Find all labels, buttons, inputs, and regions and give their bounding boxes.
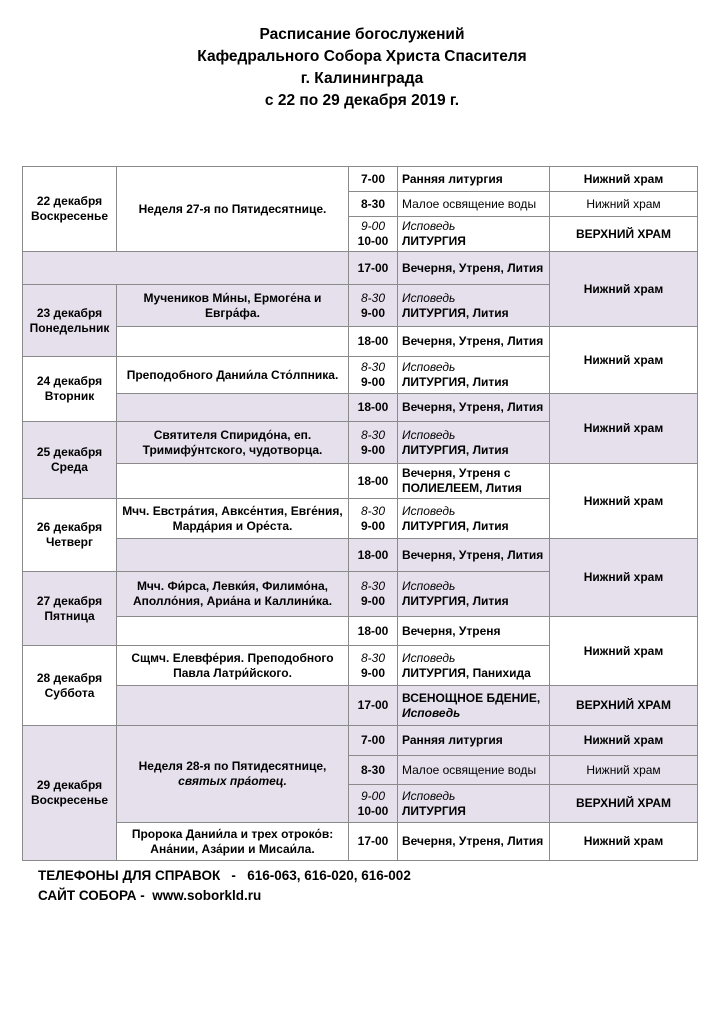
- time-cell: 8-30 9-00: [349, 572, 398, 617]
- time-cell: 18-00: [349, 394, 398, 422]
- place-cell: Нижний храм: [550, 823, 698, 861]
- day-cell: 27 декабря Пятница: [23, 572, 117, 646]
- time-cell: 8-30 9-00: [349, 285, 398, 327]
- phone-numbers: 616-063, 616-020, 616-002: [247, 868, 411, 883]
- place-cell: ВЕРХНИЙ ХРАМ: [550, 686, 698, 726]
- place-cell: Нижний храм: [550, 192, 698, 217]
- empty-cell: [117, 539, 349, 572]
- empty-cell: [23, 252, 349, 285]
- service-cell: Вечерня, Утреня: [398, 617, 550, 646]
- feast-cell: Неделя 28-я по Пятидесятнице, святых пра́отец.: [117, 726, 349, 823]
- service-cell: Ранняя литургия: [398, 726, 550, 756]
- day-cell: 29 декабря Воскресенье: [23, 726, 117, 861]
- empty-cell: [117, 686, 349, 726]
- service-cell: Вечерня, Утреня с ПОЛИЕЛЕЕМ, Лития: [398, 464, 550, 499]
- day-cell: 22 декабря Воскресенье: [23, 167, 117, 252]
- place-cell: Нижний храм: [550, 394, 698, 464]
- service-cell: Малое освящение воды: [398, 192, 550, 217]
- time-cell: 8-30: [349, 756, 398, 785]
- service-cell: Исповедь ЛИТУРГИЯ, Лития: [398, 422, 550, 464]
- time-cell: 18-00: [349, 464, 398, 499]
- contacts-footer: [38, 866, 411, 906]
- table-row: [23, 539, 698, 572]
- place-cell: Нижний храм: [550, 327, 698, 394]
- time-cell: 8-30 9-00: [349, 422, 398, 464]
- empty-cell: [117, 327, 349, 357]
- service-cell: Исповедь ЛИТУРГИЯ, Панихида: [398, 646, 550, 686]
- time-cell: 17-00: [349, 686, 398, 726]
- service-cell: Исповедь ЛИТУРГИЯ: [398, 217, 550, 252]
- time-cell: 17-00: [349, 252, 398, 285]
- time-cell: 8-30 9-00: [349, 646, 398, 686]
- place-cell: ВЕРХНИЙ ХРАМ: [550, 217, 698, 252]
- service-cell: Вечерня, Утреня, Лития: [398, 327, 550, 357]
- feast-cell: Сщмч. Елевфе́рия. Преподобного Павла Латри́йского.: [117, 646, 349, 686]
- table-row: [23, 617, 698, 646]
- time-cell: 9-00 10-00: [349, 217, 398, 252]
- service-cell: Исповедь ЛИТУРГИЯ, Лития: [398, 285, 550, 327]
- schedule-table: [22, 166, 698, 861]
- feast-cell: Мчч. Фи́рса, Левки́я, Филимо́на, Аполло́ния, Ариа́на и Каллини́ка.: [117, 572, 349, 617]
- place-cell: Нижний храм: [550, 464, 698, 539]
- service-cell: Исповедь ЛИТУРГИЯ, Лития: [398, 572, 550, 617]
- site-link[interactable]: www.soborkld.ru: [152, 888, 262, 903]
- table-row: [23, 327, 698, 357]
- empty-cell: [117, 464, 349, 499]
- place-cell: ВЕРХНИЙ ХРАМ: [550, 785, 698, 823]
- time-cell: 18-00: [349, 539, 398, 572]
- empty-cell: [117, 617, 349, 646]
- feast-cell: Святителя Спиридо́на, еп. Тримифу́нтского, чудотворца.: [117, 422, 349, 464]
- service-cell: Вечерня, Утреня, Лития: [398, 252, 550, 285]
- place-cell: Нижний храм: [550, 252, 698, 327]
- time-cell: 7-00: [349, 167, 398, 192]
- place-cell: Нижний храм: [550, 167, 698, 192]
- title-line-1: Расписание богослужений: [259, 26, 465, 43]
- day-cell: 26 декабря Четверг: [23, 499, 117, 572]
- service-cell: Вечерня, Утреня, Лития: [398, 823, 550, 861]
- table-row: [23, 823, 698, 861]
- time-cell: 8-30 9-00: [349, 357, 398, 394]
- place-cell: Нижний храм: [550, 756, 698, 785]
- place-cell: Нижний храм: [550, 539, 698, 617]
- page-header: [0, 24, 724, 112]
- time-cell: 7-00: [349, 726, 398, 756]
- time-cell: 18-00: [349, 327, 398, 357]
- feast-cell: Мучеников Ми́ны, Ермоге́на и Евгра́фа.: [117, 285, 349, 327]
- title-line-4: с 22 по 29 декабря 2019 г.: [264, 92, 460, 109]
- service-cell: Исповедь ЛИТУРГИЯ, Лития: [398, 499, 550, 539]
- service-cell: ВСЕНОЩНОЕ БДЕНИЕ, Исповедь: [398, 686, 550, 726]
- day-cell: 24 декабря Вторник: [23, 357, 117, 422]
- day-cell: 28 декабря Суббота: [23, 646, 117, 726]
- time-cell: 17-00: [349, 823, 398, 861]
- table-row: [23, 252, 698, 285]
- service-cell: Вечерня, Утреня, Лития: [398, 539, 550, 572]
- feast-cell: Преподобного Дании́ла Сто́лпника.: [117, 357, 349, 394]
- service-cell: Исповедь ЛИТУРГИЯ: [398, 785, 550, 823]
- title-line-2: Кафедрального Собора Христа Спасителя: [197, 48, 527, 65]
- service-cell: Исповедь ЛИТУРГИЯ, Лития: [398, 357, 550, 394]
- table-row: [23, 726, 698, 756]
- day-cell: 23 декабря Понедельник: [23, 285, 117, 357]
- feast-cell: Неделя 27-я по Пятидесятнице.: [117, 167, 349, 252]
- feast-cell: Мчч. Евстра́тия, Авксе́нтия, Евге́ния, Марда́рия и Оре́ста.: [117, 499, 349, 539]
- service-cell: Вечерня, Утреня, Лития: [398, 394, 550, 422]
- table-row: [23, 167, 698, 192]
- feast-cell: Пророка Дании́ла и трех отроко́в: Ана́нии, Аза́рии и Мисаи́ла.: [117, 823, 349, 861]
- empty-cell: [117, 394, 349, 422]
- service-cell: Ранняя литургия: [398, 167, 550, 192]
- phones-line: [38, 866, 411, 886]
- table-row: [23, 394, 698, 422]
- time-cell: 18-00: [349, 617, 398, 646]
- time-cell: 8-30: [349, 192, 398, 217]
- phones-label: ТЕЛЕФОНЫ ДЛЯ СПРАВОК -: [38, 868, 248, 883]
- service-cell: Малое освящение воды: [398, 756, 550, 785]
- time-cell: 8-30 9-00: [349, 499, 398, 539]
- table-row: [23, 464, 698, 499]
- place-cell: Нижний храм: [550, 617, 698, 686]
- site-line: [38, 886, 411, 906]
- place-cell: Нижний храм: [550, 726, 698, 756]
- day-cell: 25 декабря Среда: [23, 422, 117, 499]
- table-row: [23, 686, 698, 726]
- title-line-3: г. Калининграда: [300, 70, 424, 87]
- site-label: САЙТ СОБОРА -: [38, 888, 153, 903]
- time-cell: 9-00 10-00: [349, 785, 398, 823]
